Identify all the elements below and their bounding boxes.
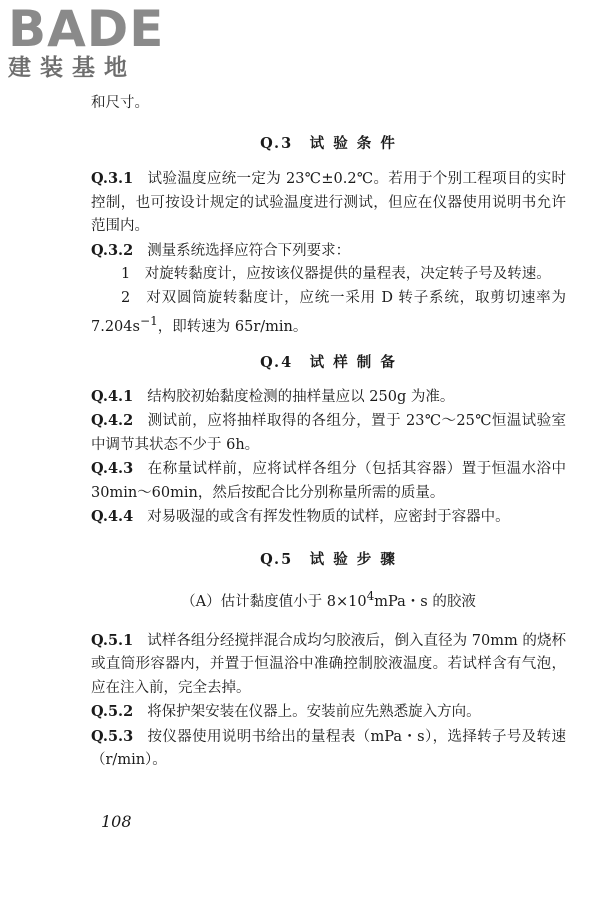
clause-text: 试样各组分经搅拌混合成均匀胶液后，倒入直径为 70mm 的烧杯或直筒形容器内，并置于恒温浴中准确控制胶液温度。若试样含有气泡，应在注入前，完全去掉。 <box>91 632 566 696</box>
section-heading-q3: Q.3 试 验 条 件 <box>260 134 397 152</box>
clause-number: Q.4.3 <box>91 460 134 478</box>
clause-q53 <box>91 725 566 773</box>
clause-q42 <box>91 409 566 457</box>
clause-number: Q.5.2 <box>91 703 134 721</box>
subheading-a <box>91 585 566 614</box>
clause-text: 测量系统选择应符合下列要求： <box>147 242 351 259</box>
clause-number: Q.3.2 <box>91 241 134 259</box>
clause-number: Q.5.1 <box>91 631 134 649</box>
superscript: 4 <box>366 589 375 604</box>
clause-q43 <box>91 457 566 505</box>
bade-logo <box>8 0 178 86</box>
superscript: −1 <box>139 314 158 328</box>
subheading-text-tail: mPa・s 的胶液 <box>374 594 476 611</box>
logo-wordmark: BADE <box>8 0 165 58</box>
clause-q32 <box>91 239 566 264</box>
clause-q52 <box>91 700 566 725</box>
continuation-line: 和尺寸。 <box>91 95 149 111</box>
clause-text: 将保护架安装在仪器上。安装前应先熟悉旋入方向。 <box>147 704 481 721</box>
item-q32-2 <box>91 287 566 340</box>
clause-q41 <box>91 385 566 410</box>
subheading-text: （A）估计黏度值小于 8×10 <box>181 594 367 611</box>
logo-subtitle: 建装基地 <box>8 55 136 81</box>
page-number: 108 <box>101 812 132 831</box>
section-heading-q5: Q.5 试 验 步 骤 <box>260 550 397 568</box>
clause-number: Q.3.1 <box>91 170 134 187</box>
item-text-tail: ，即转速为 65r/min。 <box>157 318 308 335</box>
clause-text: 在称量试样前，应将试样各组分（包括其容器）置于恒温水浴中 30min～60min，然后按配合比分别称量所需的质量。 <box>91 461 566 501</box>
clause-q51 <box>91 629 566 701</box>
section-heading-q4: Q.4 试 样 制 备 <box>260 354 397 372</box>
clause-number: Q.4.1 <box>91 387 134 405</box>
clause-text: 测试前，应将抽样取得的各组分，置于 23℃～25℃恒温试验室中调节其状态不少于 6h。 <box>91 413 566 453</box>
clause-q44 <box>91 505 566 530</box>
clause-text: 试验温度应统一定为 23℃±0.2℃。若用于个别工程项目的实时控制，也可按设计规定的试验温度进行测试，但应在仪器使用说明书允许范围内。 <box>91 171 566 234</box>
clause-q31 <box>91 167 566 239</box>
clause-text: 对易吸湿的或含有挥发性物质的试样，应密封于容器中。 <box>147 509 510 526</box>
item-text: 2 对双圆筒旋转黏度计，应统一采用 D 转子系统，取剪切速率为 7.204s <box>91 289 566 335</box>
document-body <box>91 92 566 773</box>
item-q32-1: 1 对旋转黏度计，应按该仪器提供的量程表，决定转子号及转速。 <box>121 266 551 282</box>
clause-text: 按仪器使用说明书给出的量程表（mPa・s），选择转子号及转速（r/min）。 <box>91 728 566 769</box>
clause-number: Q.4.2 <box>91 412 134 430</box>
clause-text: 结构胶初始黏度检测的抽样量应以 250g 为准。 <box>147 388 455 405</box>
clause-number: Q.4.4 <box>91 508 134 526</box>
clause-number: Q.5.3 <box>91 727 134 745</box>
